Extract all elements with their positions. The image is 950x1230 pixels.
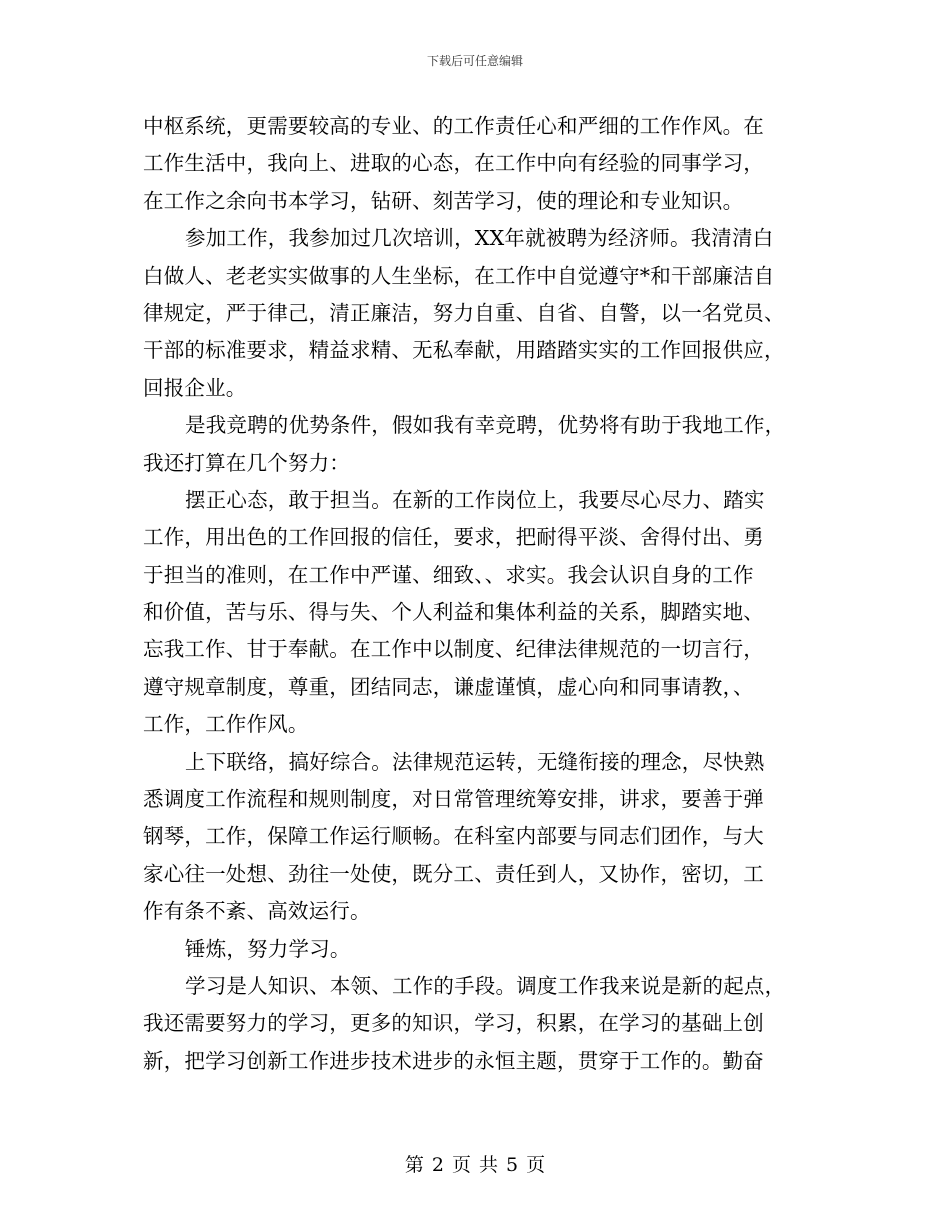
paragraph: [143, 108, 808, 220]
text-line: 干部的标准要求，精益求精、无私奉献，用踏踏实实的工作回报供应，: [143, 338, 785, 363]
text-line: 悉调度工作流程和规则制度，对日常管理统筹安排，讲求，要善于弹: [143, 787, 764, 812]
text-line: 忘我工作、甘于奉献。在工作中以制度、纪律法律规范的一切言行，: [143, 637, 764, 662]
text-line: 新，把学习创新工作进步技术进步的永恒主题，贯穿于工作的。勤奋: [143, 1048, 764, 1073]
text-line: 我还打算在几个努力：: [143, 450, 350, 475]
text-line: 我还需要努力的学习，更多的知识，学习，积累，在学习的基础上创: [143, 1011, 764, 1036]
paragraph: [143, 220, 808, 407]
text-line: 锤炼，努力学习。: [185, 936, 351, 961]
text-line: 上下联络，搞好综合。法律规范运转，无缝衔接的理念，尽快熟: [185, 749, 765, 774]
page-header: 下载后可任意编辑: [426, 54, 523, 68]
text-line: 工作，用出色的工作回报的信任，要求，把耐得平淡、舍得付出、勇: [143, 525, 764, 550]
paragraph: [143, 744, 808, 931]
paragraph: [143, 482, 808, 744]
paragraph: [143, 407, 808, 482]
text-line: 摆正心态，敢于担当。在新的工作岗位上，我要尽心尽力、踏实: [185, 487, 765, 512]
text-line: 作有条不紊、高效运行。: [143, 899, 371, 924]
text-line: 遵守规章制度，尊重，团结同志，谦虚谨慎，虚心向和同事请教，、: [143, 674, 754, 699]
page-footer: 第 2 页 共 5 页: [404, 1154, 546, 1176]
text-line: 在工作之余向书本学习，钻研、刻苦学习，使的理论和专业知识。: [143, 188, 744, 213]
text-line: 和价值，苦与乐、得与失、个人利益和集体利益的关系，脚踏实地、: [143, 600, 764, 625]
text-line: 工作，工作作风。: [143, 712, 309, 737]
text-line: 家心往一处想、劲往一处使，既分工、责任到人，又协作，密切，工: [143, 861, 764, 886]
text-line: 回报企业。: [143, 375, 247, 400]
text-line: 学习是人知识、本领、工作的手段。调度工作我来说是新的起点，: [185, 973, 786, 998]
text-line: 是我竞聘的优势条件，假如我有幸竞聘，优势将有助于我地工作，: [185, 413, 786, 438]
text-line: 白做人、老老实实做事的人生坐标，在工作中自觉遵守*和干部廉洁自: [143, 263, 775, 288]
text-line: 钢琴，工作，保障工作运行顺畅。在科室内部要与同志们团作，与大: [143, 824, 764, 849]
text-line: 中枢系统，更需要较高的专业、的工作责任心和严细的工作作风。在: [143, 114, 764, 138]
text-line: 律规定，严于律己，清正廉洁，努力自重、自省、自警，以一名党员、: [143, 300, 785, 325]
text-line: 于担当的准则，在工作中严谨、细致、、求实。我会认识自身的工作: [143, 562, 754, 587]
document-body: [143, 108, 808, 1080]
text-line: 工作生活中，我向上、进取的心态，在工作中向有经验的同事学习，: [143, 151, 764, 176]
paragraph: [143, 968, 808, 1080]
paragraph: [143, 931, 808, 968]
text-line: 参加工作，我参加过几次培训，XX年就被聘为经济师。我清清白: [185, 226, 774, 251]
